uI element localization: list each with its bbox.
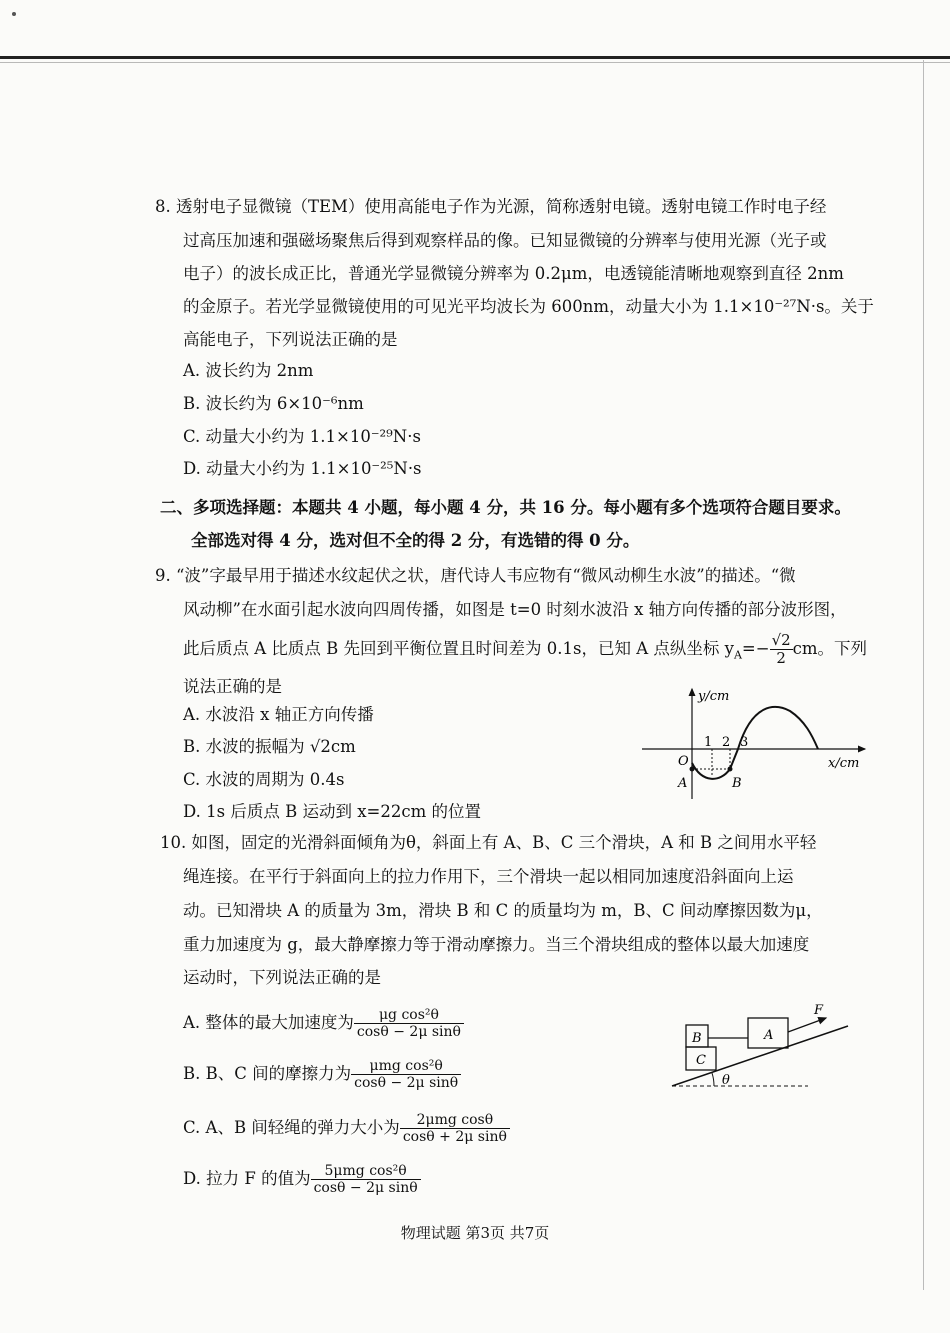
graph-tick-2: 2 bbox=[722, 735, 731, 750]
q10-option-a bbox=[183, 1004, 464, 1042]
label-f: F bbox=[814, 1003, 824, 1018]
graph-origin: O bbox=[678, 754, 689, 769]
page-top-edge bbox=[0, 56, 950, 59]
q10-option-c bbox=[183, 1109, 510, 1147]
q9-option-c: C. 水波的周期为 0.4s bbox=[183, 770, 345, 789]
q9-option-b: B. 水波的振幅为 √2cm bbox=[183, 737, 356, 756]
q10-line-1: 10. 如图，固定的光滑斜面倾角为θ，斜面上有 A、B、C 三个滑块，A 和 B 之间用水平轻 bbox=[160, 833, 817, 852]
q9-ya-fraction bbox=[770, 632, 793, 667]
q10-line-3: 动。已知滑块 A 的质量为 3m，滑块 B 和 C 的质量均为 m，B、C 间动摩擦因数为μ， bbox=[183, 901, 823, 920]
q9-ya-denominator: 2 bbox=[776, 649, 786, 667]
force-f-arrow bbox=[788, 1018, 826, 1032]
q9-line-2: 风动柳”在水面引起水波向四周传播，如图是 t=0 时刻水波沿 x 轴方向传播的部分波形图， bbox=[183, 600, 847, 619]
q10-option-c-text: C. A、B 间轻绳的弹力大小为 bbox=[183, 1118, 400, 1137]
point-b-dot bbox=[728, 767, 733, 772]
wave-graph bbox=[640, 683, 870, 801]
q10-line-2: 绳连接。在平行于斜面向上的拉力作用下，三个滑块一起以相同加速度沿斜面向上运 bbox=[183, 867, 794, 886]
q10-option-d-text: D. 拉力 F 的值为 bbox=[183, 1169, 311, 1188]
scan-speck bbox=[12, 12, 16, 16]
q9-line-3 bbox=[183, 632, 867, 667]
q8-option-a: A. 波长约为 2nm bbox=[183, 361, 314, 380]
q10-line-5: 运动时，下列说法正确的是 bbox=[183, 968, 381, 987]
graph-ylabel: y/cm bbox=[698, 689, 730, 704]
page-footer: 物理试题 第3页 共7页 bbox=[400, 1224, 550, 1242]
q9-option-d: D. 1s 后质点 B 运动到 x=22cm 的位置 bbox=[183, 802, 481, 821]
q10-option-b bbox=[183, 1055, 461, 1093]
q10-d-denominator: cosθ − 2μ sinθ bbox=[313, 1180, 418, 1196]
q9-ya-subscript: A bbox=[733, 648, 742, 662]
graph-tick-3: 3 bbox=[740, 735, 749, 750]
q9-line-3-tail: cm。下列 bbox=[792, 639, 868, 658]
q10-option-b-text: B. B、C 间的摩擦力为 bbox=[183, 1064, 352, 1083]
page-right-edge bbox=[923, 60, 924, 1290]
q10-option-b-fraction bbox=[351, 1058, 461, 1091]
graph-xlabel: x/cm bbox=[828, 756, 860, 771]
label-a: A bbox=[764, 1028, 774, 1043]
q10-d-numerator: 5μmg cos²θ bbox=[311, 1163, 421, 1180]
q10-c-denominator: cosθ + 2μ sinθ bbox=[402, 1129, 507, 1145]
graph-point-a: A bbox=[678, 776, 688, 791]
q10-option-d bbox=[183, 1160, 421, 1198]
q8-line-2: 过高压加速和强磁场聚焦后得到观察样品的像。已知显微镜的分辨率与使用光源（光子或 bbox=[183, 231, 827, 250]
q9-line-3-text: 此后质点 A 比质点 B 先回到平衡位置且时间差为 0.1s，已知 A 点纵坐标 y bbox=[183, 639, 734, 658]
point-a-dot bbox=[690, 767, 695, 772]
q10-line-4: 重力加速度为 g，最大静摩擦力等于滑动摩擦力。当三个滑块组成的整体以最大加速度 bbox=[183, 935, 810, 954]
q8-line-1: 8. 透射电子显微镜（TEM）使用高能电子作为光源，简称透射电镜。透射电镜工作时电子经 bbox=[155, 197, 827, 216]
q10-option-a-fraction bbox=[354, 1007, 464, 1040]
q10-a-denominator: cosθ − 2μ sinθ bbox=[356, 1024, 461, 1040]
q10-b-denominator: cosθ − 2μ sinθ bbox=[354, 1075, 459, 1091]
q9-line-1: 9. “波”字最早用于描述水纹起伏之状，唐代诗人韦应物有“微风动柳生水波”的描述。“微 bbox=[155, 566, 796, 585]
section-2-line-1: 二、多项选择题：本题共 4 小题，每小题 4 分，共 16 分。每小题有多个选项符合题目要求。 bbox=[160, 498, 851, 517]
q8-option-d: D. 动量大小约为 1.1×10⁻²⁵N·s bbox=[183, 459, 422, 478]
q10-c-numerator: 2μmg cosθ bbox=[400, 1112, 510, 1129]
incline-figure bbox=[668, 998, 858, 1094]
q8-option-c: C. 动量大小约为 1.1×10⁻²⁹N·s bbox=[183, 427, 421, 446]
q9-option-a: A. 水波沿 x 轴正方向传播 bbox=[183, 705, 374, 724]
q10-option-c-fraction bbox=[400, 1112, 510, 1145]
label-b: B bbox=[692, 1031, 702, 1046]
q9-ya-numerator: √2 bbox=[771, 631, 791, 649]
q8-line-4: 的金原子。若光学显微镜使用的可见光平均波长为 600nm，动量大小为 1.1×10⁻²⁷N·s。关于 bbox=[183, 297, 874, 316]
q10-a-numerator: μg cos²θ bbox=[354, 1007, 464, 1024]
section-2-line-2: 全部选对得 4 分，选对但不全的得 2 分，有选错的得 0 分。 bbox=[191, 531, 640, 550]
graph-point-b: B bbox=[732, 776, 742, 791]
graph-tick-1: 1 bbox=[704, 735, 713, 750]
theta-arc bbox=[712, 1073, 714, 1086]
q9-line-4: 说法正确的是 bbox=[183, 677, 282, 696]
q9-equals-minus: =− bbox=[741, 639, 770, 658]
label-c: C bbox=[696, 1053, 706, 1068]
q10-option-d-fraction bbox=[311, 1163, 421, 1196]
q10-b-numerator: μmg cos²θ bbox=[351, 1058, 461, 1075]
q8-line-3: 电子）的波长成正比，普通光学显微镜分辨率为 0.2μm，电透镜能清晰地观察到直径 2nm bbox=[183, 264, 844, 283]
label-theta: θ bbox=[722, 1073, 730, 1088]
q8-line-5: 高能电子，下列说法正确的是 bbox=[183, 330, 398, 349]
q10-option-a-text: A. 整体的最大加速度为 bbox=[183, 1013, 354, 1032]
q8-option-b: B. 波长约为 6×10⁻⁶nm bbox=[183, 394, 364, 413]
page-top-shadow bbox=[0, 62, 950, 63]
